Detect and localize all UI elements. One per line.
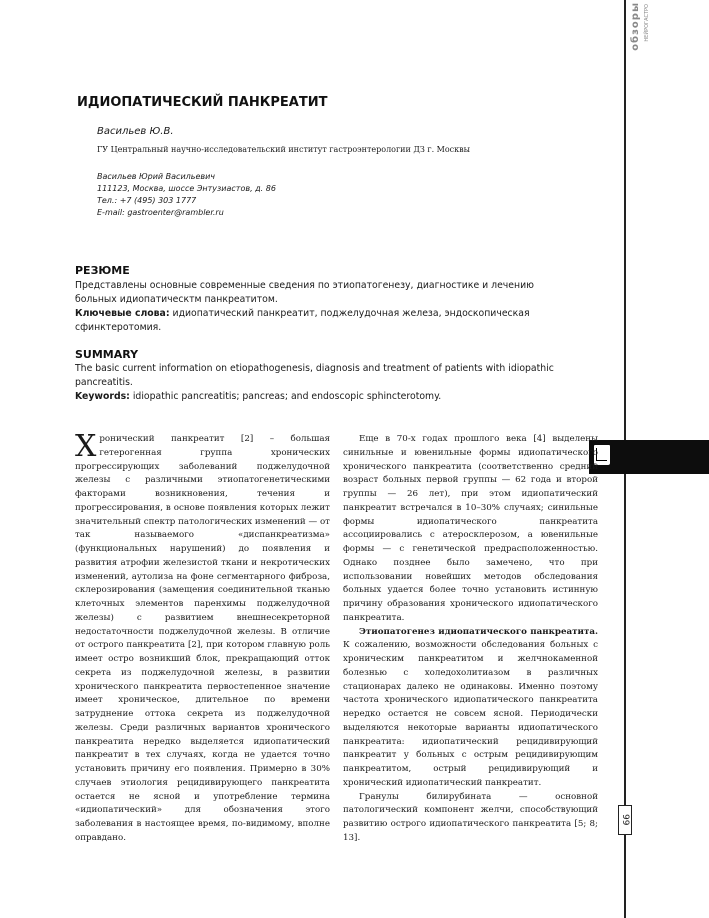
page-number: 99 (620, 814, 630, 826)
summary-keywords-label: Keywords: (75, 391, 130, 402)
resume-block (75, 279, 575, 335)
paragraph-text: ронический панкреатит [2] – большая гетерогенная группа хронических прогрессирующих заболеваний поджелудочной железы с различными этиопатогенетическими факторами возникновения, течения и прогрессирования, в основе появления которых лежит значительный спектр патологических изменений — от так называемого «диспанкреатизма» (функциональных нарушений) до появления и развития атрофии железистой ткани и некротических изменений, аутолиза на фоне сегментарного фиброза, склерозирования (замещения соединительной тканью клеточных элементов паренхимы поджелудочной железы) с развитием внешнесекреторной недостаточности поджелудочной железы. В отличие от острого панкреатита [2], при котором главную роль имеет остро возникший блок, прекращающий отток секрета из поджелудочной железы, в развитии хронического панкреатита первостепенное значение имеет хроническое, длительное по времени затруднение оттока секрета из поджелудочной железы. Среди различных вариантов хронического панкреатита нередко выделяется идиопатический панкреатит в тех случаях, когда не удается точно установить причину его появления. Примерно в 30% случаев этиология рецидивирующего панкреатита остается не ясной и употребление термина «идиопатический» для обозначения этого заболевания в настоящее время, по-видимому, вполне оправдано. (75, 434, 330, 843)
drop-cap: Х (75, 429, 97, 464)
summary-keywords: idiopathic pancreatitis; pancreas; and endoscopic sphincterotomy. (132, 391, 442, 402)
author: Васильев Ю.В. (97, 126, 174, 137)
contact-block (97, 171, 276, 219)
section-tab (628, 0, 654, 70)
contact-address: 111123, Москва, шоссе Энтузиастов, д. 86 (97, 184, 276, 193)
summary-text: The basic current information on etiopathogenesis, diagnosis and treatment of patients with idiopathic pancreatitis. (75, 363, 554, 388)
paragraph-text: К сожалению, возможности обследования больных с хроническим панкреатитом и желчнокаменной болезнью с холедохолитиазом в различных стационарах далеко не одинаковы. Именно поэтому частота хронического идиопатического панкреатита нередко остается не совсем ясной. Периодически выделяются некоторые варианты идиопатического панкреатита: идиопатический рецидивирующий панкреатит у больных с острым рецидивирующим панкреатитом, острый рецидивирующий и хронический идиопатический панкреатит. (343, 640, 598, 788)
article-title: ИДИОПАТИЧЕСКИЙ ПАНКРЕАТИТ (77, 95, 328, 110)
journal-tab (589, 440, 709, 474)
contact-name: Васильев Юрий Васильевич (97, 172, 216, 181)
page-number-box (618, 805, 632, 835)
resume-text: Представлены основные современные сведения по этиопатогенезу, диагностике и лечению больных идиопатическтм панкреатитом. (75, 280, 534, 305)
summary-block (75, 362, 575, 404)
resume-keywords: идиопатический панкреатит, поджелудочная железа, эндоскопическая сфинктеротомия. (75, 308, 530, 333)
section-label: обзоры (630, 2, 641, 51)
summary-heading: SUMMARY (75, 348, 139, 361)
paragraph (75, 429, 330, 846)
contact-phone: Тел.: +7 (495) 303 1777 (97, 196, 197, 205)
body-column-right (343, 433, 598, 846)
paragraph: Гранулы билирубината — основной патологический компонент желчи, способствующий развитию острого идиопатического панкреатита [5; 8; 13]. (343, 791, 598, 843)
body-column-left (75, 429, 330, 846)
paragraph (343, 626, 598, 791)
contact-email[interactable]: E-mail: gastroenter@rambler.ru (97, 208, 224, 217)
resume-heading: РЕЗЮМЕ (75, 264, 130, 277)
affiliation: ГУ Центральный научно-исследовательский институт гастроэнтерологии ДЗ г. Москвы (97, 145, 471, 154)
section-subheading: Этиопатогенез идиопатического панкреатита. (359, 626, 598, 637)
paragraph: Еще в 70-х годах прошлого века [4] выделены синильные и ювенильные формы идиопатического хронического панкреатита (соответственно средний возраст больных первой группы — 62 года и второй группы — 26 лет), при этом идиопатический панкреатит встречался в 10–30% случаях; синильные формы идиопатического панкреатита ассоциировались с атеросклерозом, а ювенильные формы — с генетической предрасположенностью. Однако позднее было замечено, что при использовании новейших методов обследования больных удается более точно установить истинную причину образования хронического идиопатического панкреатита. (343, 434, 598, 623)
section-sublabel: НЕЙРОГАСТРО (644, 4, 650, 42)
resume-keywords-label: Ключевые слова: (75, 308, 170, 319)
